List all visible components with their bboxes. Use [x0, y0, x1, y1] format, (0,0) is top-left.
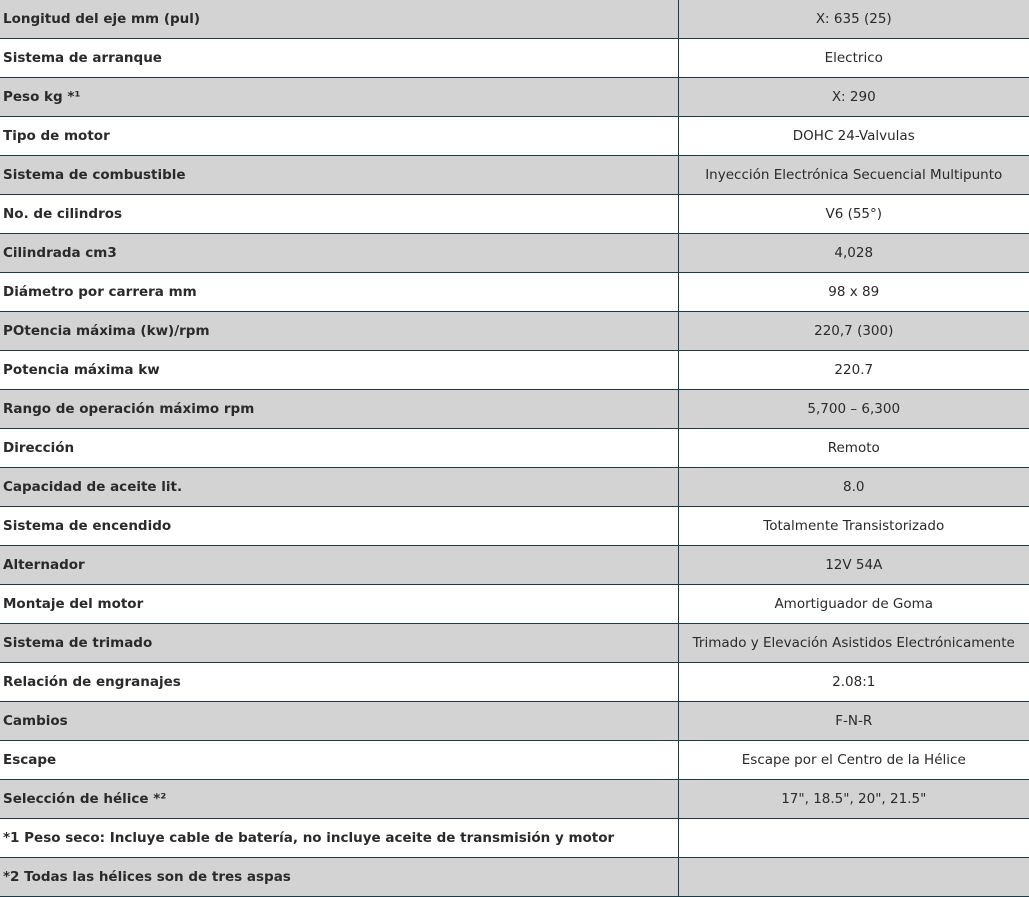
spec-value: Escape por el Centro de la Hélice — [678, 741, 1029, 780]
spec-value: Inyección Electrónica Secuencial Multipunto — [678, 156, 1029, 195]
spec-value: DOHC 24-Valvulas — [678, 117, 1029, 156]
spec-label: Sistema de encendido — [0, 507, 678, 546]
spec-value: 220,7 (300) — [678, 312, 1029, 351]
spec-row-alternator — [0, 546, 1029, 585]
spec-label: Alternador — [0, 546, 678, 585]
footnote-value — [678, 819, 1029, 858]
footnote-text: *2 Todas las hélices son de tres aspas — [0, 858, 678, 897]
spec-label: Longitud del eje mm (pul) — [0, 0, 678, 39]
spec-label: Tipo de motor — [0, 117, 678, 156]
spec-row-trim-system — [0, 624, 1029, 663]
spec-value: 98 x 89 — [678, 273, 1029, 312]
spec-value: 2.08:1 — [678, 663, 1029, 702]
spec-value: Remoto — [678, 429, 1029, 468]
spec-label: Diámetro por carrera mm — [0, 273, 678, 312]
spec-value: Totalmente Transistorizado — [678, 507, 1029, 546]
spec-row-fuel-system — [0, 156, 1029, 195]
spec-row-exhaust — [0, 741, 1029, 780]
spec-label: Escape — [0, 741, 678, 780]
spec-label: Dirección — [0, 429, 678, 468]
spec-row-max-power-rpm — [0, 312, 1029, 351]
spec-row-gear-ratio — [0, 663, 1029, 702]
spec-label: Cilindrada cm3 — [0, 234, 678, 273]
spec-row-ignition — [0, 507, 1029, 546]
spec-label: Montaje del motor — [0, 585, 678, 624]
footnote-value — [678, 858, 1029, 897]
spec-row-oil-capacity — [0, 468, 1029, 507]
spec-label: Rango de operación máximo rpm — [0, 390, 678, 429]
spec-value: 220.7 — [678, 351, 1029, 390]
spec-row-operating-range — [0, 390, 1029, 429]
spec-value: V6 (55°) — [678, 195, 1029, 234]
spec-row-starting-system — [0, 39, 1029, 78]
spec-value: 8.0 — [678, 468, 1029, 507]
spec-row-weight — [0, 78, 1029, 117]
spec-row-propeller-selection — [0, 780, 1029, 819]
spec-label: Sistema de trimado — [0, 624, 678, 663]
footnote-row-propellers — [0, 858, 1029, 897]
spec-label: No. de cilindros — [0, 195, 678, 234]
spec-value: 17", 18.5", 20", 21.5" — [678, 780, 1029, 819]
spec-row-engine-type — [0, 117, 1029, 156]
spec-label: Potencia máxima kw — [0, 351, 678, 390]
spec-row-shifting — [0, 702, 1029, 741]
spec-row-cylinders — [0, 195, 1029, 234]
footnote-text: *1 Peso seco: Incluye cable de batería, no incluye aceite de transmisión y motor — [0, 819, 678, 858]
spec-value: 4,028 — [678, 234, 1029, 273]
spec-value: X: 290 — [678, 78, 1029, 117]
spec-label: POtencia máxima (kw)/rpm — [0, 312, 678, 351]
spec-value: F-N-R — [678, 702, 1029, 741]
spec-row-shaft-length — [0, 0, 1029, 39]
spec-label: Selección de hélice *² — [0, 780, 678, 819]
footnote-row-dry-weight — [0, 819, 1029, 858]
spec-value: Amortiguador de Goma — [678, 585, 1029, 624]
spec-label: Sistema de arranque — [0, 39, 678, 78]
spec-value: 12V 54A — [678, 546, 1029, 585]
spec-label: Peso kg *¹ — [0, 78, 678, 117]
spec-label: Cambios — [0, 702, 678, 741]
spec-label: Relación de engranajes — [0, 663, 678, 702]
spec-value: 5,700 – 6,300 — [678, 390, 1029, 429]
spec-value: Electrico — [678, 39, 1029, 78]
spec-value: X: 635 (25) — [678, 0, 1029, 39]
spec-row-steering — [0, 429, 1029, 468]
spec-label: Capacidad de aceite lit. — [0, 468, 678, 507]
spec-row-bore-stroke — [0, 273, 1029, 312]
spec-row-max-power-kw — [0, 351, 1029, 390]
spec-row-displacement — [0, 234, 1029, 273]
spec-label: Sistema de combustible — [0, 156, 678, 195]
spec-value: Trimado y Elevación Asistidos Electrónicamente — [678, 624, 1029, 663]
spec-row-engine-mount — [0, 585, 1029, 624]
